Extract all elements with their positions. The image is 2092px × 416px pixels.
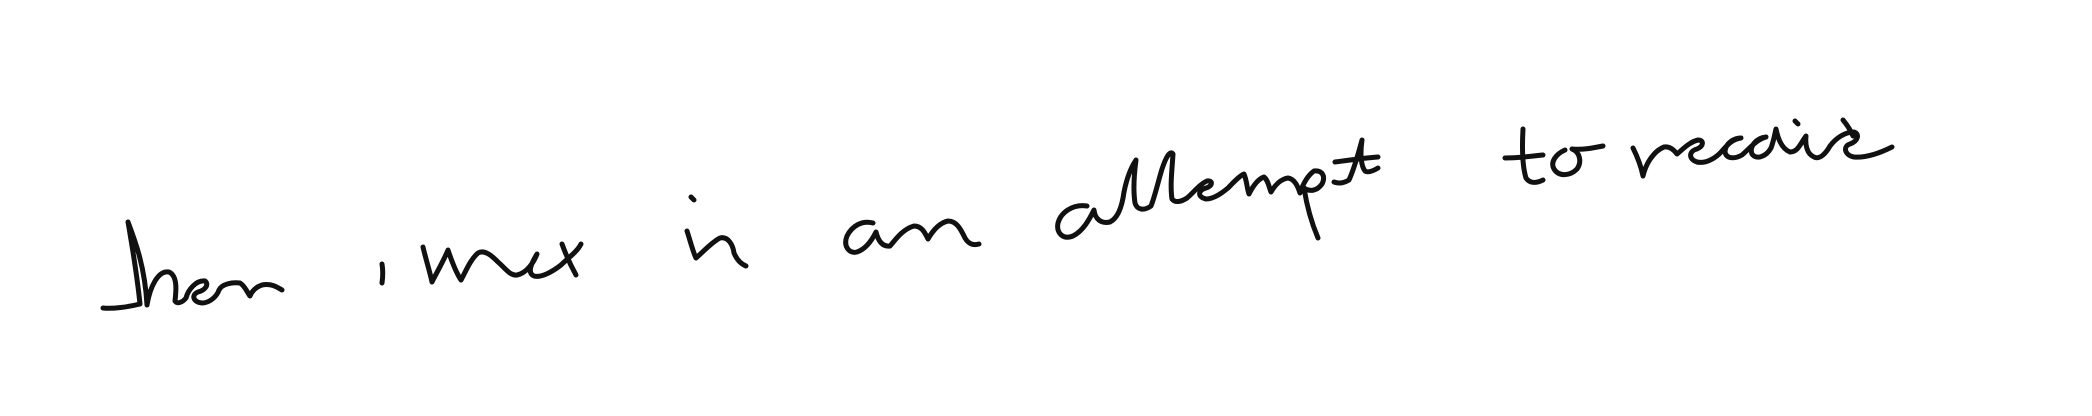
handwritten-word-her bbox=[103, 222, 282, 308]
handwritten-word-in bbox=[687, 197, 746, 266]
handwritten-word-recover bbox=[1633, 120, 1892, 176]
handwritten-word-attempt bbox=[1058, 140, 1378, 238]
handwritten-word-an bbox=[846, 221, 979, 252]
handwritten-comma bbox=[382, 264, 383, 283]
handwritten-word-to bbox=[1505, 129, 1603, 182]
handwritten-word-wrist bbox=[423, 244, 581, 282]
